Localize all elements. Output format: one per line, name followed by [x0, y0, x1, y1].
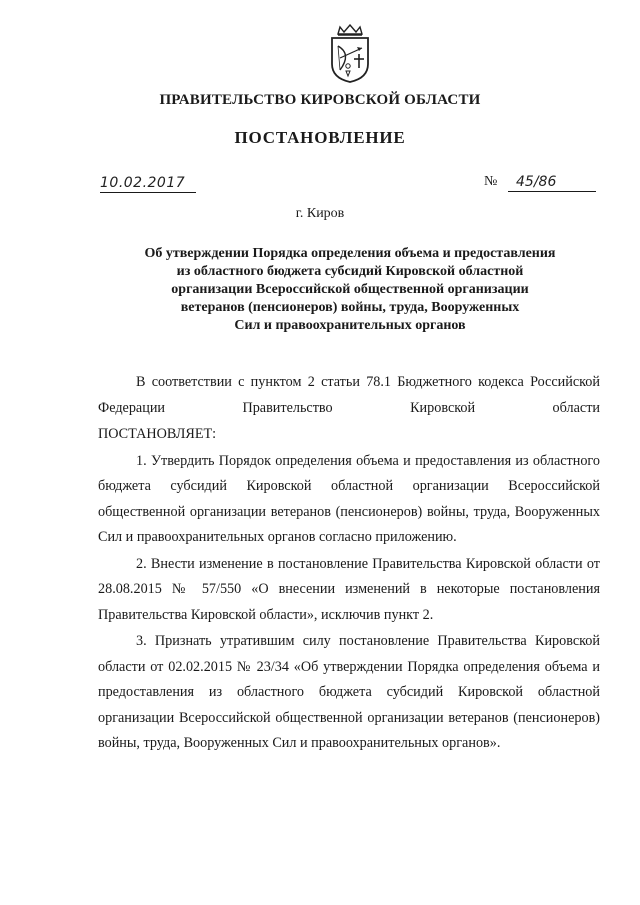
item-2: 2. Внести изменение в постановление Правительства Кировской области от 28.08.2015 № 57/550 «О внесении изменений в некоторые постановления Правительства Кировской области», исключив пункт 2. — [98, 555, 600, 623]
date-value: 10.02.2017 — [100, 175, 186, 191]
decree-word: ПОСТАНОВЛЯЕТ: — [98, 426, 217, 442]
document-title — [100, 245, 600, 335]
item-1: 1. Утвердить Порядок определения объема и предоставления из областного бюджета субсидий Кировской областной организации Всероссийской общественной организации ветеранов (пенсионеров) войны, труда, Вооруженных Сил и правоохранительных органов согласно приложению. — [98, 452, 600, 545]
preamble — [98, 370, 600, 421]
preamble-text: В соответствии с пунктом 2 статьи 78.1 Бюджетного кодекса Российской Федерации Правительство Кировской области — [98, 374, 600, 416]
title-line: Сил и правоохранительных органов — [234, 318, 466, 333]
title-line: организации Всероссийской общественной организации — [171, 282, 529, 297]
date-field — [100, 170, 196, 193]
title-line: из областного бюджета субсидий Кировской областной — [176, 264, 524, 279]
organization-name: ПРАВИТЕЛЬСТВО КИРОВСКОЙ ОБЛАСТИ — [159, 92, 481, 108]
number-label: № — [484, 174, 498, 189]
number-value: 45/86 — [516, 174, 557, 190]
number-underline — [508, 169, 596, 192]
city-name: г. Киров — [295, 206, 345, 221]
document-number-field — [484, 170, 596, 192]
kirov-region-coat-of-arms-icon — [326, 24, 374, 84]
document-body — [98, 370, 600, 757]
item-3: 3. Признать утратившим силу постановление Правительства Кировской области от 02.02.2015 № 23/34 «Об утверждении Порядка определения объема и предоставления из областного бюджета субсидий Кировской областной организации Всероссийской общественной организации ветеранов (пенсионеров) войны, труда, Вооруженных Сил и правоохранительных органов». — [98, 633, 600, 751]
title-line: ветеранов (пенсионеров) войны, труда, Вооруженных — [180, 300, 520, 315]
document-type: ПОСТАНОВЛЕНИЕ — [234, 128, 406, 147]
title-line: Об утверждении Порядка определения объема и предоставления — [144, 246, 556, 261]
